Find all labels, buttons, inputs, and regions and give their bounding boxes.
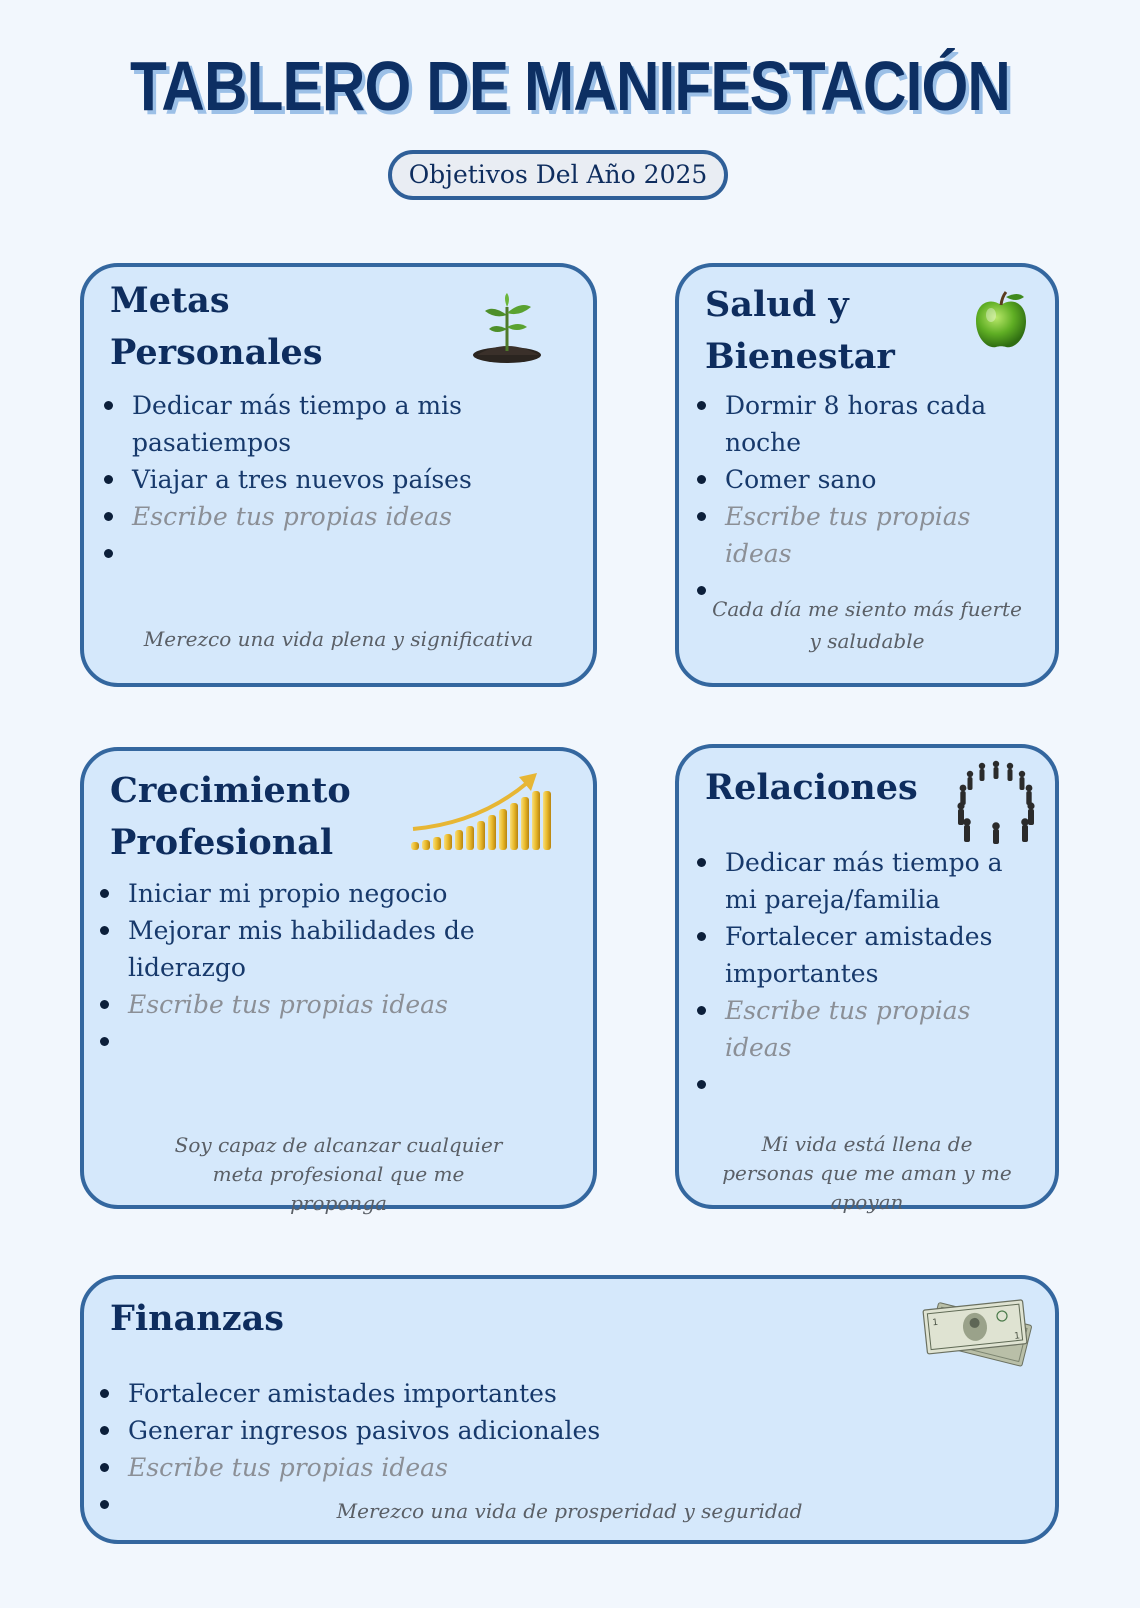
card-title-line2: Personales	[110, 332, 323, 373]
affirmation: Cada día me siento más fuerte y saludable	[712, 597, 1022, 653]
list-item[interactable]: Viajar a tres nuevos países	[104, 461, 504, 498]
card-professional-growth	[80, 747, 597, 1215]
card-title: Finanzas	[110, 1298, 284, 1339]
card-title-line1: Crecimiento	[110, 770, 351, 811]
list-item-placeholder[interactable]: Escribe tus propias ideas	[697, 992, 1037, 1066]
list-item-empty[interactable]	[697, 1066, 1037, 1103]
list-item[interactable]: Comer sano	[697, 461, 1027, 498]
year-subtitle-badge: Objetivos Del Año 2025	[388, 150, 728, 200]
goal-list	[697, 844, 1037, 1103]
goal-list	[697, 387, 1027, 609]
card-finances	[80, 1275, 1059, 1544]
list-item[interactable]: Mejorar mis habilidades de liderazgo	[100, 912, 540, 986]
card-title	[110, 275, 323, 379]
list-item[interactable]: Generar ingresos pasivos adicionales	[100, 1412, 800, 1449]
goal-list	[100, 875, 540, 1060]
card-title-line2: Profesional	[110, 822, 334, 863]
list-item[interactable]: Dedicar más tiempo a mi pareja/familia	[697, 844, 1037, 918]
apple-icon	[972, 289, 1030, 351]
card-title: Relaciones	[705, 767, 918, 808]
list-item-placeholder[interactable]: Escribe tus propias ideas	[104, 498, 504, 535]
people-circle-icon	[951, 756, 1041, 846]
affirmation: Soy capaz de alcanzar cualquier meta profesional que me proponga	[174, 1133, 503, 1215]
card-title	[110, 765, 351, 869]
card-health-wellness	[675, 263, 1059, 687]
growth-chart-icon	[409, 763, 559, 858]
card-title-line1: Metas	[110, 280, 230, 321]
card-title-line2: Bienestar	[705, 336, 895, 377]
svg-text:1: 1	[931, 1317, 939, 1329]
page-title: TABLERO DE MANIFESTACIÓN	[129, 47, 1011, 125]
card-personal-goals	[80, 263, 597, 687]
list-item[interactable]: Dedicar más tiempo a mis pasatiempos	[104, 387, 504, 461]
list-item-placeholder[interactable]: Escribe tus propias ideas	[100, 986, 540, 1023]
list-item[interactable]: Iniciar mi propio negocio	[100, 875, 540, 912]
card-relationships	[675, 744, 1059, 1214]
card-title-line1: Salud y	[705, 284, 849, 325]
list-item[interactable]: Dormir 8 horas cada noche	[697, 387, 1027, 461]
affirmation: Merezco una vida plena y significativa	[143, 627, 534, 651]
affirmation: Mi vida está llena de personas que me aman y me apoyan	[722, 1132, 1012, 1214]
affirmation: Merezco una vida de prosperidad y seguridad	[336, 1499, 803, 1523]
list-item-empty[interactable]	[104, 535, 504, 572]
list-item[interactable]: Fortalecer amistades importantes	[697, 918, 1037, 992]
list-item-empty[interactable]	[100, 1023, 540, 1060]
goal-list	[104, 387, 504, 572]
svg-text:1: 1	[1013, 1331, 1021, 1342]
list-item-placeholder[interactable]: Escribe tus propias ideas	[100, 1449, 800, 1486]
money-bills-icon	[919, 1291, 1039, 1371]
list-item[interactable]: Fortalecer amistades importantes	[100, 1375, 800, 1412]
card-title	[705, 279, 895, 383]
list-item-placeholder[interactable]: Escribe tus propias ideas	[697, 498, 1027, 572]
sprout-icon	[469, 285, 549, 365]
